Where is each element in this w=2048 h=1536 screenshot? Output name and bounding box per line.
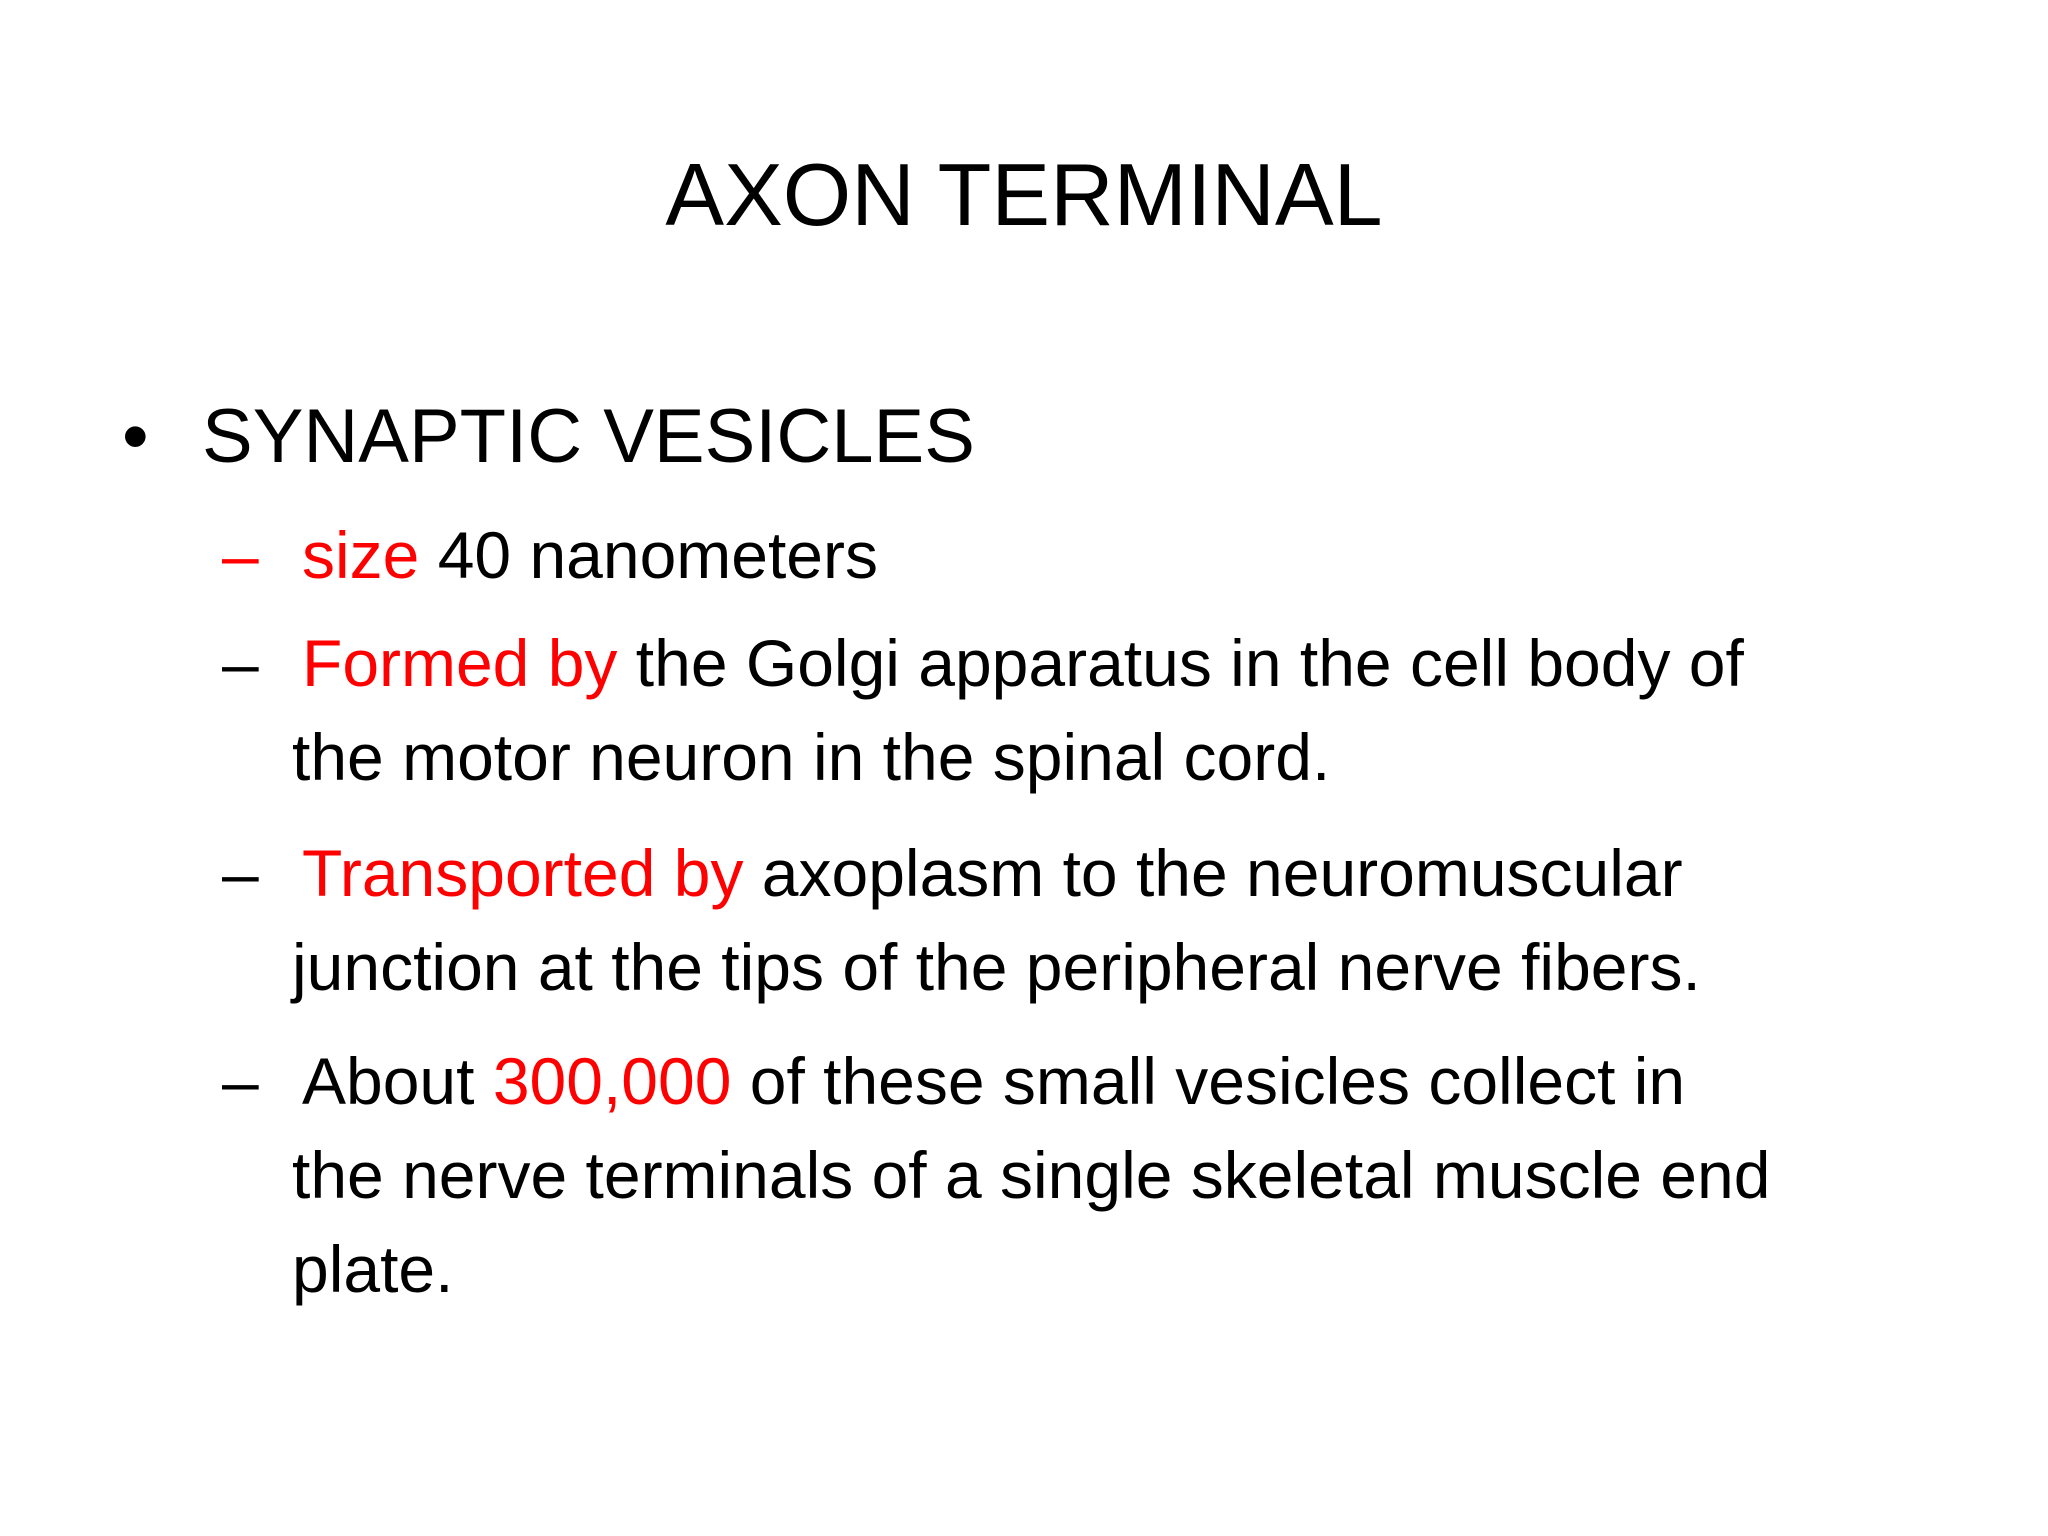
slide-title: AXON TERMINAL bbox=[665, 145, 1383, 244]
sub-item-formed-by bbox=[222, 616, 1962, 804]
sub-item-line: plate. bbox=[292, 1232, 454, 1306]
sub-item-line bbox=[292, 616, 1962, 710]
body-text: axoplasm to the neuromuscular bbox=[743, 836, 1683, 910]
bullet-text: SYNAPTIC VESICLES bbox=[202, 394, 975, 479]
body-text: About bbox=[302, 1044, 493, 1118]
body-text: the Golgi apparatus in the cell body of bbox=[617, 626, 1744, 700]
highlight-text: Transported by bbox=[302, 836, 744, 910]
body-text: 40 nanometers bbox=[419, 518, 878, 592]
sub-item-line bbox=[292, 1034, 1962, 1128]
sub-item-dash: – bbox=[222, 626, 259, 700]
sub-item-text bbox=[222, 616, 1962, 804]
sub-item-line: the nerve terminals of a single skeletal muscle end bbox=[292, 1138, 1771, 1212]
sub-item-text bbox=[222, 826, 1962, 1014]
highlight-text: 300,000 bbox=[492, 1044, 732, 1118]
sub-item-dash: – bbox=[222, 1044, 259, 1118]
sub-item-text bbox=[222, 1034, 1962, 1316]
bullet-symbol: • bbox=[122, 394, 149, 479]
sub-item-line: junction at the tips of the peripheral nerve fibers. bbox=[292, 930, 1701, 1004]
sub-item-line bbox=[292, 826, 1962, 920]
highlight-text: Formed by bbox=[302, 626, 618, 700]
sub-item-dash: – bbox=[222, 518, 259, 592]
sub-item-line bbox=[292, 508, 1962, 602]
sub-item-line: the motor neuron in the spinal cord. bbox=[292, 720, 1331, 794]
sub-item-dash: – bbox=[222, 836, 259, 910]
sub-item-size bbox=[222, 508, 1962, 602]
highlight-text: size bbox=[302, 518, 420, 592]
bullet-item-synaptic-vesicles bbox=[122, 392, 975, 482]
sub-item-about-300000 bbox=[222, 1034, 1962, 1316]
body-text: of these small vesicles collect in bbox=[731, 1044, 1686, 1118]
sub-item-transported-by bbox=[222, 826, 1962, 1014]
sub-item-text bbox=[222, 508, 1962, 602]
